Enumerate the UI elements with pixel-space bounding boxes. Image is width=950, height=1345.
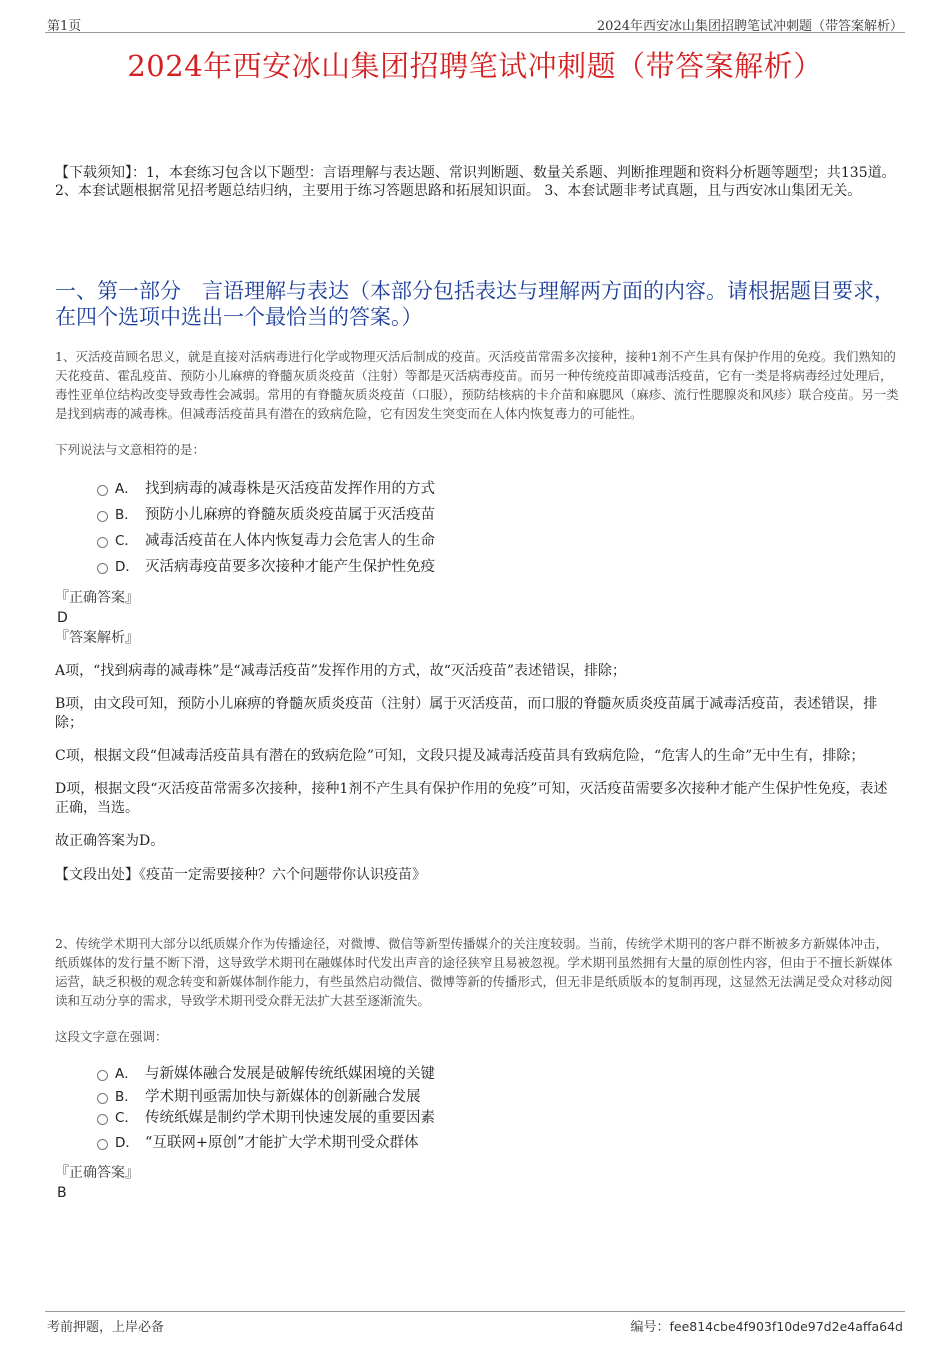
question-passage: 2、传统学术期刊大部分以纸质媒介作为传播途径，对微博、微信等新型传播媒介的关注度较弱。当前，传统学术期刊的客户群不断被多方新媒体冲击，纸质媒体的发行量不断下滑，这导致学术期刊在融媒体时代发出声音的途径狭窄且易被忽视。学术期刊虽然拥有大量的原创性内容，但由于不擅长新媒体运营，缺乏积极的观念转变和新媒体制作能力，有些虽然启动微信、微博等新的传播形式，但无非是纸质版本的复制再现，这显然无法满足受众对移动阅读和互动分享的需求，导致学术期刊受众群无法扩大甚至逐渐流失。 xyxy=(55,936,893,1008)
page-number: 第1页 xyxy=(47,19,82,34)
correct-answer-label: 『正确答案』 xyxy=(55,590,139,606)
question-2 xyxy=(55,934,900,1203)
option-text: 学术期刊亟需加快与新媒体的创新融合发展 xyxy=(145,1089,421,1105)
option-letter: B． xyxy=(115,507,138,523)
option-letter: B． xyxy=(115,1089,138,1105)
option-text: 传统纸媒是制约学术期刊快速发展的重要因素 xyxy=(145,1110,435,1126)
option-a[interactable] xyxy=(55,1061,900,1087)
radio-icon[interactable] xyxy=(97,1114,108,1125)
option-letter: D． xyxy=(115,1135,139,1151)
option-text: 与新媒体融合发展是破解传统纸媒困境的关键 xyxy=(145,1066,435,1082)
analysis-conclusion: 故正确答案为D。 xyxy=(55,833,165,849)
analysis-paragraph: B项，由文段可知，预防小儿麻痹的脊髓灰质炎疫苗（注射）属于灭活疫苗，而口服的脊髓灰质炎疫苗属于减毒活疫苗，表述错误，排除； xyxy=(55,696,878,731)
option-text: “互联网+原创”才能扩大学术期刊受众群体 xyxy=(145,1135,419,1151)
radio-icon[interactable] xyxy=(97,563,108,574)
option-text: 灭活病毒疫苗要多次接种才能产生保护性免疫 xyxy=(145,559,435,575)
option-letter: A． xyxy=(115,481,138,497)
question-prompt: 这段文字意在强调： xyxy=(55,1029,168,1044)
analysis-paragraph: C项，根据文段“但减毒活疫苗具有潜在的致病危险”可知，文段只提及减毒活疫苗具有致病危险，“危害人的生命”无中生有，排除； xyxy=(55,748,865,764)
option-text: 预防小儿麻痹的脊髓灰质炎疫苗属于灭活疫苗 xyxy=(145,507,435,523)
document-id-code: fee814cbe4f903f10de97d2e4affa64d xyxy=(669,1319,903,1334)
radio-icon[interactable] xyxy=(97,1093,108,1104)
radio-icon[interactable] xyxy=(97,1139,108,1150)
radio-icon[interactable] xyxy=(97,485,108,496)
analysis-paragraph: A项，“找到病毒的减毒株”是“减毒活疫苗”发挥作用的方式，故“灭活疫苗”表述错误，排除； xyxy=(55,663,627,679)
page-footer xyxy=(45,1311,905,1334)
options-list xyxy=(55,476,900,580)
option-letter: D． xyxy=(115,559,139,575)
radio-icon[interactable] xyxy=(97,1070,108,1081)
question-passage: 1、灭活疫苗顾名思义，就是直接对活病毒进行化学或物理灭活后制成的疫苗。灭活疫苗常需多次接种，接种1剂不产生具有保护作用的免疫。我们熟知的天花疫苗、霍乱疫苗、预防小儿麻痹的脊髓灰质炎疫苗（注射）等都是灭活病毒疫苗。而另一种传统疫苗即减毒活疫苗，它有一类是将病毒经过处理后，毒性亚单位结构改变导致毒性会减弱。常用的有脊髓灰质炎疫苗（口服），预防结核病的卡介苗和麻腮风（麻疹、流行性腮腺炎和风疹）联合疫苗。另一类是找到病毒的减毒株。但减毒活疫苗具有潜在的致病危险，它有因发生突变而在人体内恢复毒力的可能性。 xyxy=(55,349,899,421)
radio-icon[interactable] xyxy=(97,537,108,548)
option-letter: A． xyxy=(115,1066,138,1082)
section-heading: 一、第一部分 言语理解与表达（本部分包括表达与理解两方面的内容。请根据题目要求，在四个选项中选出一个最恰当的答案。） xyxy=(55,279,895,329)
running-title: 2024年西安冰山集团招聘笔试冲刺题（带答案解析） xyxy=(596,19,903,34)
option-d[interactable] xyxy=(55,554,900,580)
correct-answer: D xyxy=(57,610,68,626)
option-text: 减毒活疫苗在人体内恢复毒力会危害人的生命 xyxy=(145,533,435,549)
option-text: 找到病毒的减毒株是灭活疫苗发挥作用的方式 xyxy=(145,481,435,497)
passage-source: 【文段出处】《疫苗一定需要接种？六个问题带你认识疫苗》 xyxy=(55,867,426,883)
correct-answer-label: 『正确答案』 xyxy=(55,1165,139,1181)
option-letter: C． xyxy=(115,533,138,549)
option-b[interactable] xyxy=(55,1087,900,1107)
download-notice: 【下载须知】：1，本套练习包含以下题型：言语理解与表达题、常识判断题、数量关系题、判断推理题和资料分析题等题型；共135道。 2、本套试题根据常见招考题总结归纳，主要用于练习答题思路和拓展知识面。 3、本套试题非考试真题，且与西安冰山集团无关。 xyxy=(55,165,896,199)
document-title: 2024年西安冰山集团招聘笔试冲刺题（带答案解析） xyxy=(127,49,823,83)
document-id-label: 编号： xyxy=(630,1320,670,1335)
options-list xyxy=(55,1061,900,1157)
option-b[interactable] xyxy=(55,502,900,528)
question-1 xyxy=(55,347,900,885)
option-a[interactable] xyxy=(55,476,900,502)
document-id xyxy=(630,1316,903,1335)
option-c[interactable] xyxy=(55,528,900,554)
footer-slogan: 考前押题，上岸必备 xyxy=(47,1320,165,1335)
radio-icon[interactable] xyxy=(97,511,108,522)
option-d[interactable] xyxy=(55,1129,900,1157)
page-header xyxy=(45,14,905,33)
option-c[interactable] xyxy=(55,1107,900,1129)
analysis-label: 『答案解析』 xyxy=(55,630,139,646)
analysis-paragraph: D项，根据文段“灭活疫苗常需多次接种，接种1剂不产生具有保护作用的免疫”可知，灭活疫苗需要多次接种才能产生保护性免疫，表述正确，当选。 xyxy=(55,781,888,816)
question-prompt: 下列说法与文意相符的是： xyxy=(55,442,206,457)
correct-answer: B xyxy=(57,1185,67,1201)
option-letter: C． xyxy=(115,1110,138,1126)
